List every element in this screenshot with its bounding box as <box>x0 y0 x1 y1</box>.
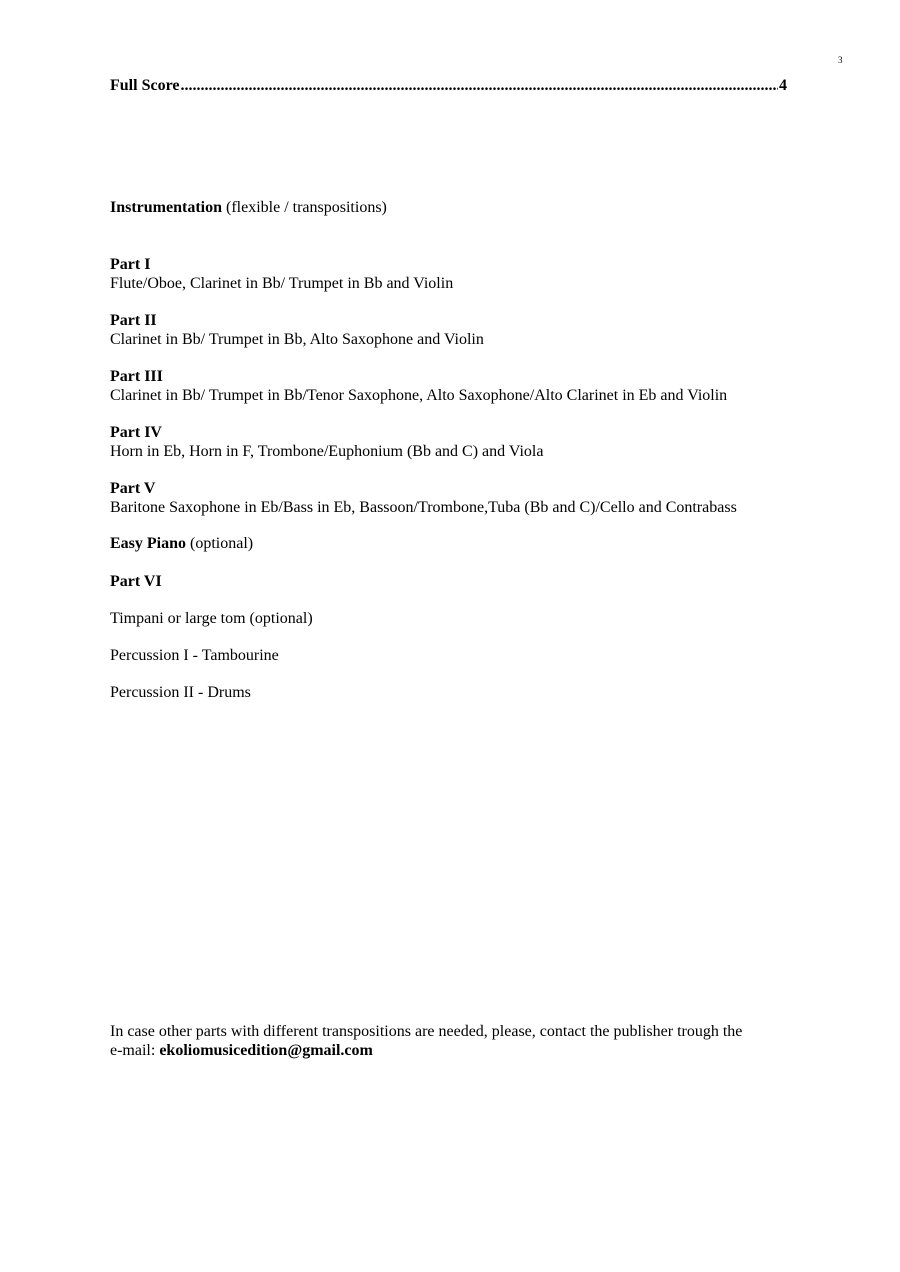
toc-page-number: 4 <box>779 77 787 94</box>
toc-leader-dots <box>180 77 778 95</box>
part-title: Part I <box>110 256 151 273</box>
part-block <box>110 423 543 461</box>
footer-email-line <box>110 1041 790 1060</box>
part-instruments: Clarinet in Bb/ Trumpet in Bb, Alto Saxophone and Violin <box>110 331 484 348</box>
part-block <box>110 311 484 349</box>
footer-contact-note <box>110 1022 790 1060</box>
percussion-item: Percussion I - Tambourine <box>110 647 279 664</box>
toc-label: Full Score <box>110 77 180 94</box>
part-title: Part IV <box>110 424 162 441</box>
percussion-item: Percussion II - Drums <box>110 684 251 701</box>
toc-entry-full-score[interactable] <box>110 77 787 95</box>
part-vi-title: Part VI <box>110 573 162 590</box>
easy-piano-title: Easy Piano <box>110 535 187 552</box>
part-title: Part II <box>110 312 157 329</box>
easy-piano-line <box>110 535 253 553</box>
email-prefix: e-mail: <box>110 1042 160 1059</box>
easy-piano-note: (optional) <box>186 535 254 552</box>
percussion-item: Timpani or large tom (optional) <box>110 610 313 627</box>
instrumentation-heading <box>110 199 387 217</box>
instrumentation-title: Instrumentation <box>110 199 223 216</box>
part-title: Part III <box>110 368 163 385</box>
part-instruments: Clarinet in Bb/ Trumpet in Bb/Tenor Saxophone, Alto Saxophone/Alto Clarinet in Eb and Violin <box>110 387 728 404</box>
part-block <box>110 479 737 517</box>
part-title: Part V <box>110 480 156 497</box>
email-address[interactable]: ekoliomusicedition@gmail.com <box>159 1042 373 1059</box>
part-block <box>110 367 727 405</box>
instrumentation-note: (flexible / transpositions) <box>222 199 387 216</box>
part-instruments: Horn in Eb, Horn in F, Trombone/Euphonium (Bb and C) and Viola <box>110 443 544 460</box>
footer-line: In case other parts with different transpositions are needed, please, contact the publisher trough the <box>110 1023 743 1040</box>
part-instruments: Baritone Saxophone in Eb/Bass in Eb, Bassoon/Trombone,Tuba (Bb and C)/Cello and Contrabass <box>110 499 737 516</box>
part-block <box>110 255 453 293</box>
part-instruments: Flute/Oboe, Clarinet in Bb/ Trumpet in Bb and Violin <box>110 275 454 292</box>
page-number: 3 <box>838 55 843 65</box>
